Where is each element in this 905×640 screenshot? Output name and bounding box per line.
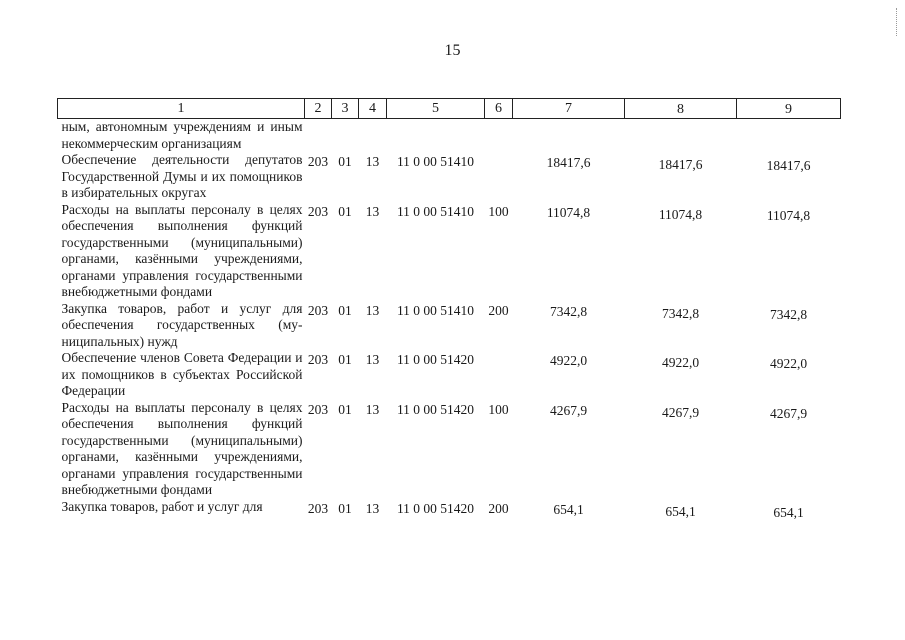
row-amount-9: [737, 119, 841, 153]
row-ved: 203: [307, 500, 329, 516]
row-vr: [485, 350, 513, 400]
row-csr: 11 0 00 51410: [396, 302, 475, 318]
budget-table-container: [57, 98, 840, 521]
row-name: ным, автономным учреждениям и иным некоммерческим организациям: [61, 119, 303, 151]
row-name: Обеспечение деятельности депутатов Государственной Думы и их помощников в избирательных округах: [61, 152, 303, 200]
row-amount-7: [513, 119, 625, 153]
row-ved: [305, 119, 332, 153]
header-col-8: 8: [625, 99, 737, 119]
row-name: Расходы на выплаты персоналу в целях обеспечения выполнения функций государственными (муниципальными) органами, казёнными учреждениями, органами управления государственными внебюджетными фондами: [61, 399, 303, 497]
header-col-2: 2: [305, 99, 332, 119]
row-amount-8: 654,1: [665, 503, 696, 519]
table-row: [58, 152, 841, 202]
row-pr: 13: [365, 352, 380, 367]
row-name: Обеспечение членов Совета Федерации и их помощников в субъектах Российской Федерации: [61, 350, 303, 398]
row-rz: 01: [338, 401, 352, 417]
row-vr: 100: [488, 401, 509, 417]
row-ved: 203: [307, 154, 329, 169]
row-amount-7: 11074,8: [546, 204, 591, 220]
row-amount-8: 4922,0: [661, 355, 700, 370]
row-vr: 100: [488, 203, 509, 219]
row-csr: 11 0 00 51410: [396, 203, 475, 219]
table-row: [58, 400, 841, 499]
row-pr: 13: [365, 302, 380, 318]
row-amount-7: 4922,0: [549, 353, 588, 368]
header-col-9: 9: [737, 99, 841, 119]
row-ved: 203: [307, 352, 329, 367]
row-amount-7: 654,1: [553, 501, 584, 517]
table-row: [58, 499, 841, 522]
row-amount-8: 7342,8: [661, 305, 700, 321]
header-col-5: 5: [387, 99, 485, 119]
row-amount-9: 11074,8: [766, 207, 811, 223]
row-amount-7: 18417,6: [546, 155, 591, 170]
table-row: [58, 202, 841, 301]
row-pr: 13: [365, 500, 380, 516]
budget-table: [57, 98, 841, 521]
row-vr: 200: [488, 500, 509, 516]
row-csr: 11 0 00 51420: [396, 352, 475, 367]
row-vr: 200: [488, 302, 509, 318]
table-row: [58, 301, 841, 351]
row-ved: 203: [307, 302, 329, 318]
row-amount-9: 654,1: [773, 504, 804, 520]
row-rz: 01: [338, 203, 352, 219]
row-name: Закупка товаров, работ и услуг для: [61, 498, 263, 514]
table-body: [58, 119, 841, 522]
row-csr: 11 0 00 51420: [396, 500, 475, 516]
row-vr: [485, 152, 513, 202]
header-col-3: 3: [332, 99, 359, 119]
scan-edge-mark: [884, 8, 897, 36]
row-rz: 01: [338, 302, 352, 318]
row-amount-7: 4267,9: [549, 402, 588, 418]
table-header: [58, 99, 841, 119]
row-vr: [485, 119, 513, 153]
header-col-1: 1: [58, 99, 305, 119]
row-pr: [359, 119, 387, 153]
row-ved: 203: [307, 401, 329, 417]
row-amount-9: 18417,6: [766, 158, 811, 173]
row-amount-8: 18417,6: [658, 157, 703, 172]
row-amount-8: [625, 119, 737, 153]
row-pr: 13: [365, 203, 380, 219]
header-col-4: 4: [359, 99, 387, 119]
header-col-7: 7: [513, 99, 625, 119]
header-col-6: 6: [485, 99, 513, 119]
row-amount-9: 4267,9: [769, 405, 808, 421]
row-csr: 11 0 00 51410: [396, 154, 475, 169]
row-pr: 13: [365, 154, 380, 169]
row-rz: 01: [338, 500, 352, 516]
table-row: [58, 350, 841, 400]
table-row: [58, 119, 841, 153]
row-amount-9: 7342,8: [769, 306, 808, 322]
row-rz: [332, 119, 359, 153]
page-number: 15: [444, 42, 461, 59]
row-name: Закупка товаров, работ и услуг для обеспечения государственных (муниципальных) нужд: [61, 300, 303, 349]
row-amount-8: 11074,8: [658, 206, 703, 222]
row-amount-7: 7342,8: [549, 303, 588, 319]
row-csr: [387, 119, 485, 153]
row-rz: 01: [338, 154, 352, 169]
row-rz: 01: [338, 352, 352, 367]
row-amount-8: 4267,9: [661, 404, 700, 420]
row-amount-9: 4922,0: [769, 356, 808, 371]
row-pr: 13: [365, 401, 380, 417]
row-ved: 203: [307, 203, 329, 219]
column-numbers-row: [58, 99, 841, 119]
row-name: Расходы на выплаты персоналу в целях обеспечения выполнения функций государственными (муниципальными) органами, казёнными учреждениями, органами управления государственными внебюджетными фондами: [61, 201, 303, 299]
row-csr: 11 0 00 51420: [396, 401, 475, 417]
